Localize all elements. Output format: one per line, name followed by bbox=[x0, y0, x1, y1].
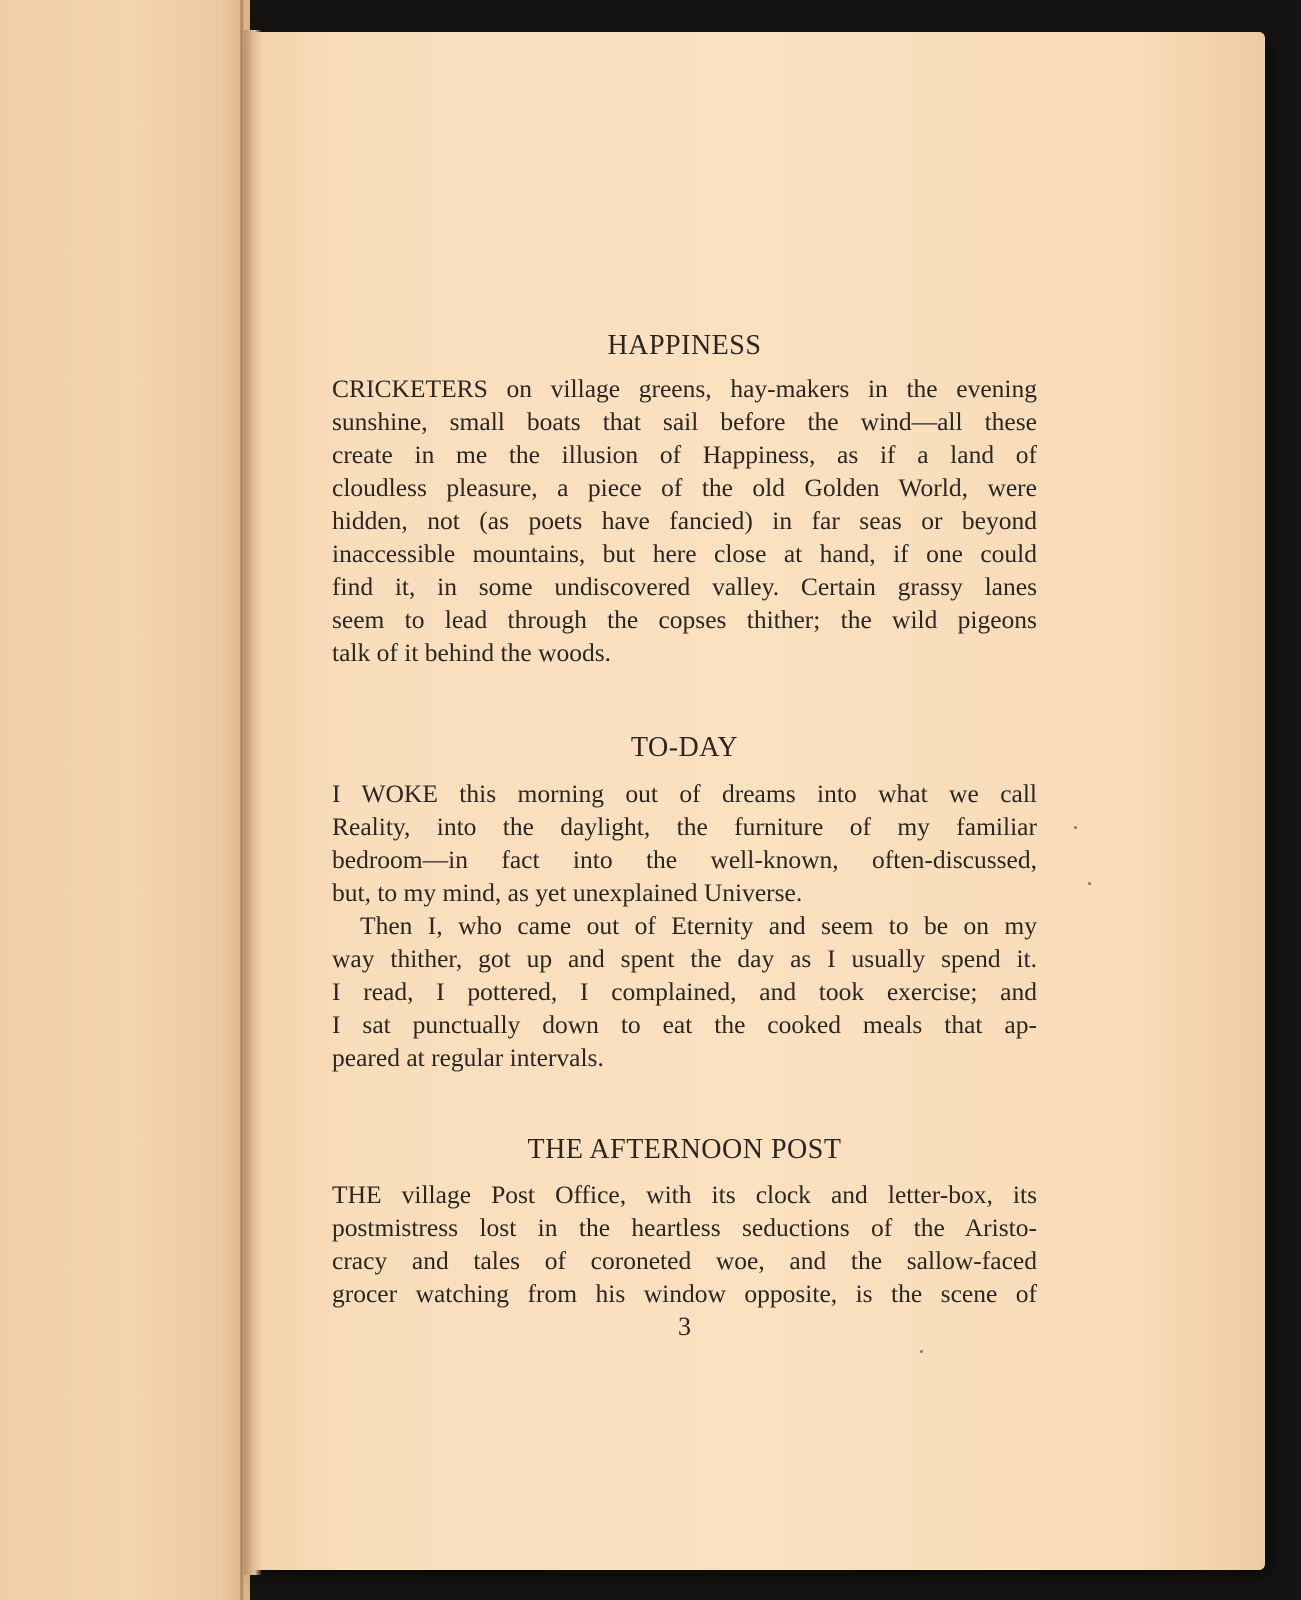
paper-speck bbox=[1074, 826, 1077, 829]
text-line: seem to lead through the copses thither; the wild pigeons bbox=[332, 605, 1037, 634]
right-page bbox=[250, 32, 1265, 1570]
text-line: Then I, who came out of Eternity and seem to be on my bbox=[360, 911, 1037, 940]
section-title-happiness: HAPPINESS bbox=[607, 330, 762, 361]
text-line: postmistress lost in the heartless seductions of the Aristo- bbox=[332, 1213, 1037, 1242]
text-line: I sat punctually down to eat the cooked meals that ap- bbox=[332, 1010, 1037, 1039]
text-line: cracy and tales of coroneted woe, and the sallow-faced bbox=[332, 1246, 1037, 1275]
text-line: Reality, into the daylight, the furniture of my familiar bbox=[332, 812, 1037, 841]
section-body-happiness bbox=[332, 372, 1037, 669]
paper-speck bbox=[1088, 882, 1091, 885]
text-line: find it, in some undiscovered valley. Certain grassy lanes bbox=[332, 572, 1037, 601]
paper-speck bbox=[920, 1350, 923, 1353]
text-line: I WOKE this morning out of dreams into what we call bbox=[332, 779, 1037, 808]
gutter-shadow bbox=[244, 30, 262, 1575]
text-line: peared at regular intervals. bbox=[332, 1043, 604, 1072]
section-title-afternoon-post: THE AFTERNOON POST bbox=[527, 1134, 842, 1165]
text-line: THE village Post Office, with its clock and letter-box, its bbox=[332, 1180, 1037, 1209]
section-body-afternoon-post bbox=[332, 1178, 1037, 1310]
left-page bbox=[0, 0, 250, 1600]
page-number: 3 bbox=[678, 1312, 691, 1341]
text-line: cloudless pleasure, a piece of the old Golden World, were bbox=[332, 473, 1037, 502]
text-line: I read, I pottered, I complained, and took exercise; and bbox=[332, 977, 1037, 1006]
text-line: talk of it behind the woods. bbox=[332, 638, 612, 667]
text-line: grocer watching from his window opposite, is the scene of bbox=[332, 1279, 1037, 1308]
text-line: create in me the illusion of Happiness, as if a land of bbox=[332, 440, 1037, 469]
text-line: way thither, got up and spent the day as I usually spend it. bbox=[332, 944, 1037, 973]
text-line: inaccessible mountains, but here close at hand, if one could bbox=[332, 539, 1037, 568]
section-body-today bbox=[332, 777, 1037, 1074]
text-line: bedroom—in fact into the well-known, often-discussed, bbox=[332, 845, 1037, 874]
text-line: sunshine, small boats that sail before the wind—all these bbox=[332, 407, 1037, 436]
text-line: hidden, not (as poets have fancied) in far seas or beyond bbox=[332, 506, 1037, 535]
section-title-today: TO-DAY bbox=[630, 732, 739, 763]
text-line: but, to my mind, as yet unexplained Universe. bbox=[332, 878, 803, 907]
text-line: CRICKETERS on village greens, hay-makers in the evening bbox=[332, 374, 1037, 403]
